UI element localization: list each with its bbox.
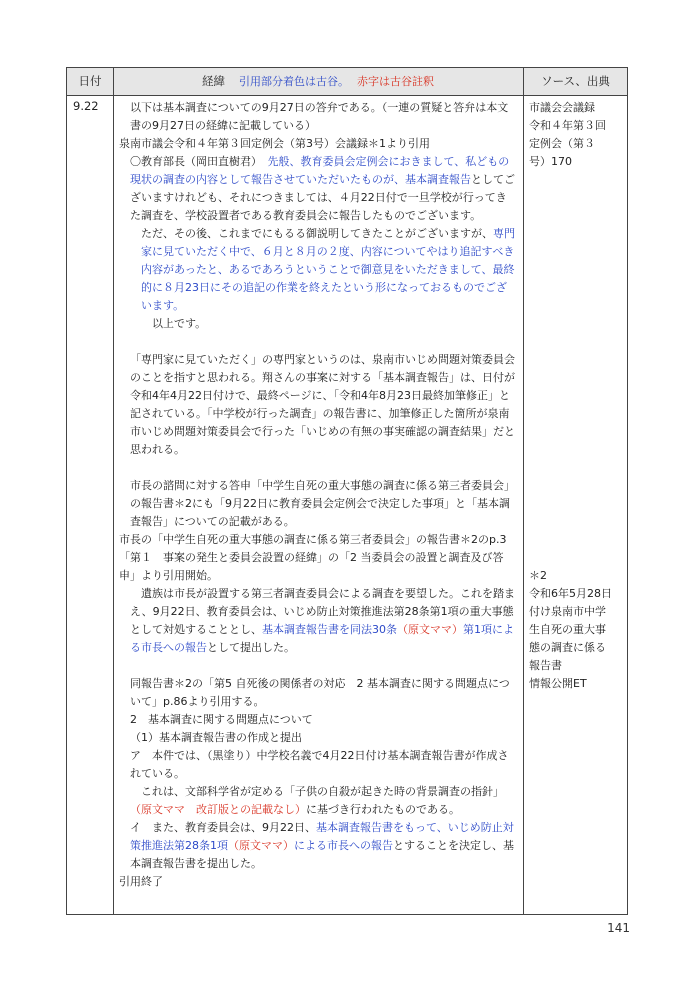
quote-paragraph: ア 本件では、（黒塗り）中学校名義で4月22日付け基本調査報告書が作成されている。 [130, 749, 509, 780]
header-note-red: 赤字は古谷註釈 [357, 75, 434, 88]
quote-text: としてございますけれども、それにつきましては、４月22日付で一旦学校が行ってきた調査を、学校設置者である教育委員会に報告したものでございます。 [130, 173, 515, 222]
quote-text: これは、文部科学省が定める「子供の自殺が起きた時の背景調査の指針」 [141, 785, 504, 798]
quote-text: として提出した。 [207, 641, 295, 654]
source-cell-2 [529, 567, 625, 693]
main-body [119, 99, 517, 891]
quote-highlight: 専門家に見ていただく中で、６月と８月の２度、内容についてやはり追記すべき内容があったと、あるであろうということで御意見をいただきまして、最終的に８月23日にその追記の作業を終えたという形になっておるものでございます。 [141, 227, 515, 312]
quote-closing: 以上です。 [152, 317, 207, 330]
quote-text: 遺族は市長が設置する第三者調査委員会による調査を要望した。これを踏まえ、9月22日、教育委員会は、いじめ防止対策推進法第28条第1項の重大事態として対処することとし、 [130, 587, 515, 636]
header-source: ソース、出典 [541, 74, 610, 88]
header-date: 日付 [78, 74, 102, 88]
source-line: 令和6年5月28日 [529, 587, 612, 600]
column-divider [523, 68, 524, 914]
quote-highlight: 先般、教育委員会定例会におきまして、私どもの現状の調査の内容として報告させていただいたものが、基本調査報告 [130, 155, 510, 186]
page-number: 141 [607, 921, 630, 935]
source-cell-1 [529, 99, 625, 171]
annotation-red: （原文ママ） [228, 839, 294, 852]
paragraph: 市長の諮問に対する答申「中学生自死の重大事態の調査に係る第三者委員会」の報告書＊2にも「9月22日に教育委員会定例会で決定した事項」と「基本調査報告」についての記載がある。 [130, 479, 515, 528]
row-date: 9.22 [73, 99, 99, 113]
quote-heading: 2 基本調査に関する問題点について [130, 713, 313, 726]
quote-highlight: による市長への報告 [294, 839, 393, 852]
record-table [66, 67, 628, 915]
quote-text: イ また、教育委員会は、9月22日、 [130, 821, 316, 834]
paragraph: 同報告書＊2の「第5 自死後の関係者の対応 2 基本調査に関する問題点について」p.86より引用する。 [130, 677, 510, 708]
quote-end: 引用終了 [119, 875, 163, 888]
quote-paragraph [119, 225, 517, 315]
header-note-blue: 引用部分着色は古谷。 [239, 75, 349, 88]
source-line: 号）170 [529, 155, 572, 168]
quote-paragraph [119, 819, 517, 873]
quote-text: ただ、その後、これまでにもるる御説明してきたことがございますが、 [141, 227, 493, 240]
source-line: 定例会（第３ [529, 137, 595, 150]
source-line: 態の調査に係る [529, 641, 606, 654]
quote-speaker [119, 153, 517, 225]
paragraph: 市長の「中学生自死の重大事態の調査に係る第三者委員会」の報告書＊2のp.3「第１ 事案の発生と委員会設置の経緯」の「2 当委員会の設置と調査及び答申」より引用開始。 [119, 533, 507, 582]
annotation-red: （原文ママ 改訂版との記載なし） [130, 803, 306, 816]
column-divider [113, 68, 114, 914]
quote-paragraph [119, 585, 517, 657]
quote-text: とすることを決定し、基本調査報告書を提出した。 [130, 839, 514, 870]
quote-highlight: 基本調査報告書を同法30条 [262, 623, 397, 636]
header-main [113, 68, 523, 95]
quote-paragraph [119, 783, 517, 819]
source-line: 報告書 [529, 659, 562, 672]
header-main-label: 経緯 [202, 74, 225, 88]
quote-subheading: （1）基本調査報告書の作成と提出 [130, 731, 302, 744]
source-line: 生自死の重大事 [529, 623, 606, 636]
quote-text: に基づき行われたものである。 [306, 803, 460, 816]
speaker-label: 〇教育部長（岡田直樹君） [130, 155, 268, 168]
source-line: 市議会会議録 [529, 101, 595, 114]
quote-highlight: 第1項による市長への報告 [130, 623, 514, 654]
source-line: 令和４年第３回 [529, 119, 606, 132]
source-line: 付け泉南市中学 [529, 605, 606, 618]
annotation-red: （原文ママ） [397, 623, 463, 636]
paragraph: 以下は基本調査についての9月27日の答弁である。（一連の質疑と答弁は本文書の9月27日の経緯に記載している） [130, 101, 509, 132]
source-line: ＊2 [529, 569, 547, 582]
quote-highlight: 基本調査報告書をもって、いじめ防止対策推進法第28条1項 [130, 821, 514, 852]
paragraph: 「専門家に見ていただく」の専門家というのは、泉南市いじめ問題対策委員会のことを指すと思われる。翔さんの事案に対する「基本調査報告」は、日付が令和4年4月22日付けで、最終ページに、「令和4年8月23日最終加筆修正」と記されている。「中学校が行った調査」の報告書に、加筆修正した箇所が泉南市いじめ問題対策委員会で行った「いじめの有無の事実確認の調査結果」だと思われる。 [130, 353, 515, 456]
source-line: 情報公開ET [529, 677, 587, 690]
paragraph: 泉南市議会令和４年第３回定例会（第3号）会議録＊1より引用 [119, 137, 430, 150]
